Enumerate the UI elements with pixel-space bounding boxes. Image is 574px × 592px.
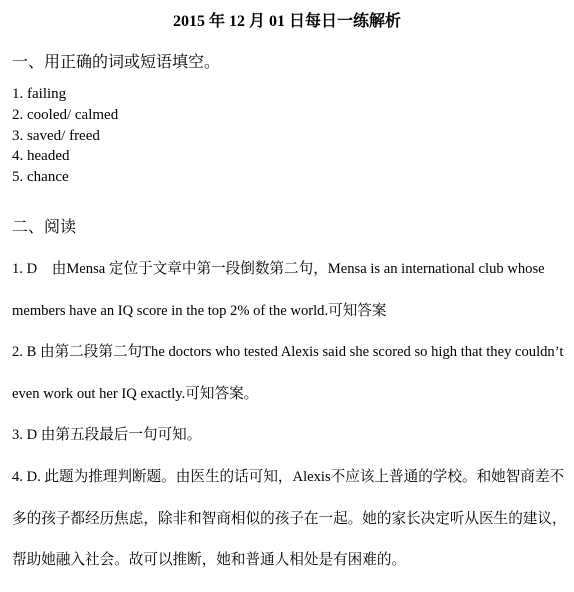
section-heading-reading: 二、阅读 xyxy=(12,219,77,236)
answer-item: 4. headed xyxy=(12,148,70,165)
section-heading-fill-in: 一、用正确的词或短语填空。 xyxy=(12,54,221,71)
answer-item: 1. failing xyxy=(12,86,67,102)
reading-answers xyxy=(12,249,568,582)
answer-item: 5. chance xyxy=(12,169,69,186)
page-title: 2015 年 12 月 01 日每日一练解析 xyxy=(172,13,401,30)
reading-item: 3. D 由第五段最后一句可知。 xyxy=(12,427,202,444)
reading-item: 4. D. 此题为推理判断题。由医生的话可知，Alexis不应该上普通的学校。和她智商差不多的孩子都经历焦虑，除非和智商相似的孩子在一起。她的家长决定听从医生的建议，帮助她融入社会。故可以推断，她和普通人相处是有困难的。 xyxy=(12,468,567,569)
answer-item: 3. saved/ freed xyxy=(12,127,100,144)
reading-item: 1. D 由Mensa 定位于文章中第一段倒数第二句，Mensa is an international club whose members have an IQ score in the top 2% of the world.可知答案 xyxy=(12,261,545,319)
reading-item: 2. B 由第二段第二句The doctors who tested Alexis said she scored so high that they couldn’t even work out her IQ exactly.可知答案。 xyxy=(12,344,564,402)
answer-item: 2. cooled/ calmed xyxy=(12,106,119,123)
answer-list xyxy=(12,84,118,188)
